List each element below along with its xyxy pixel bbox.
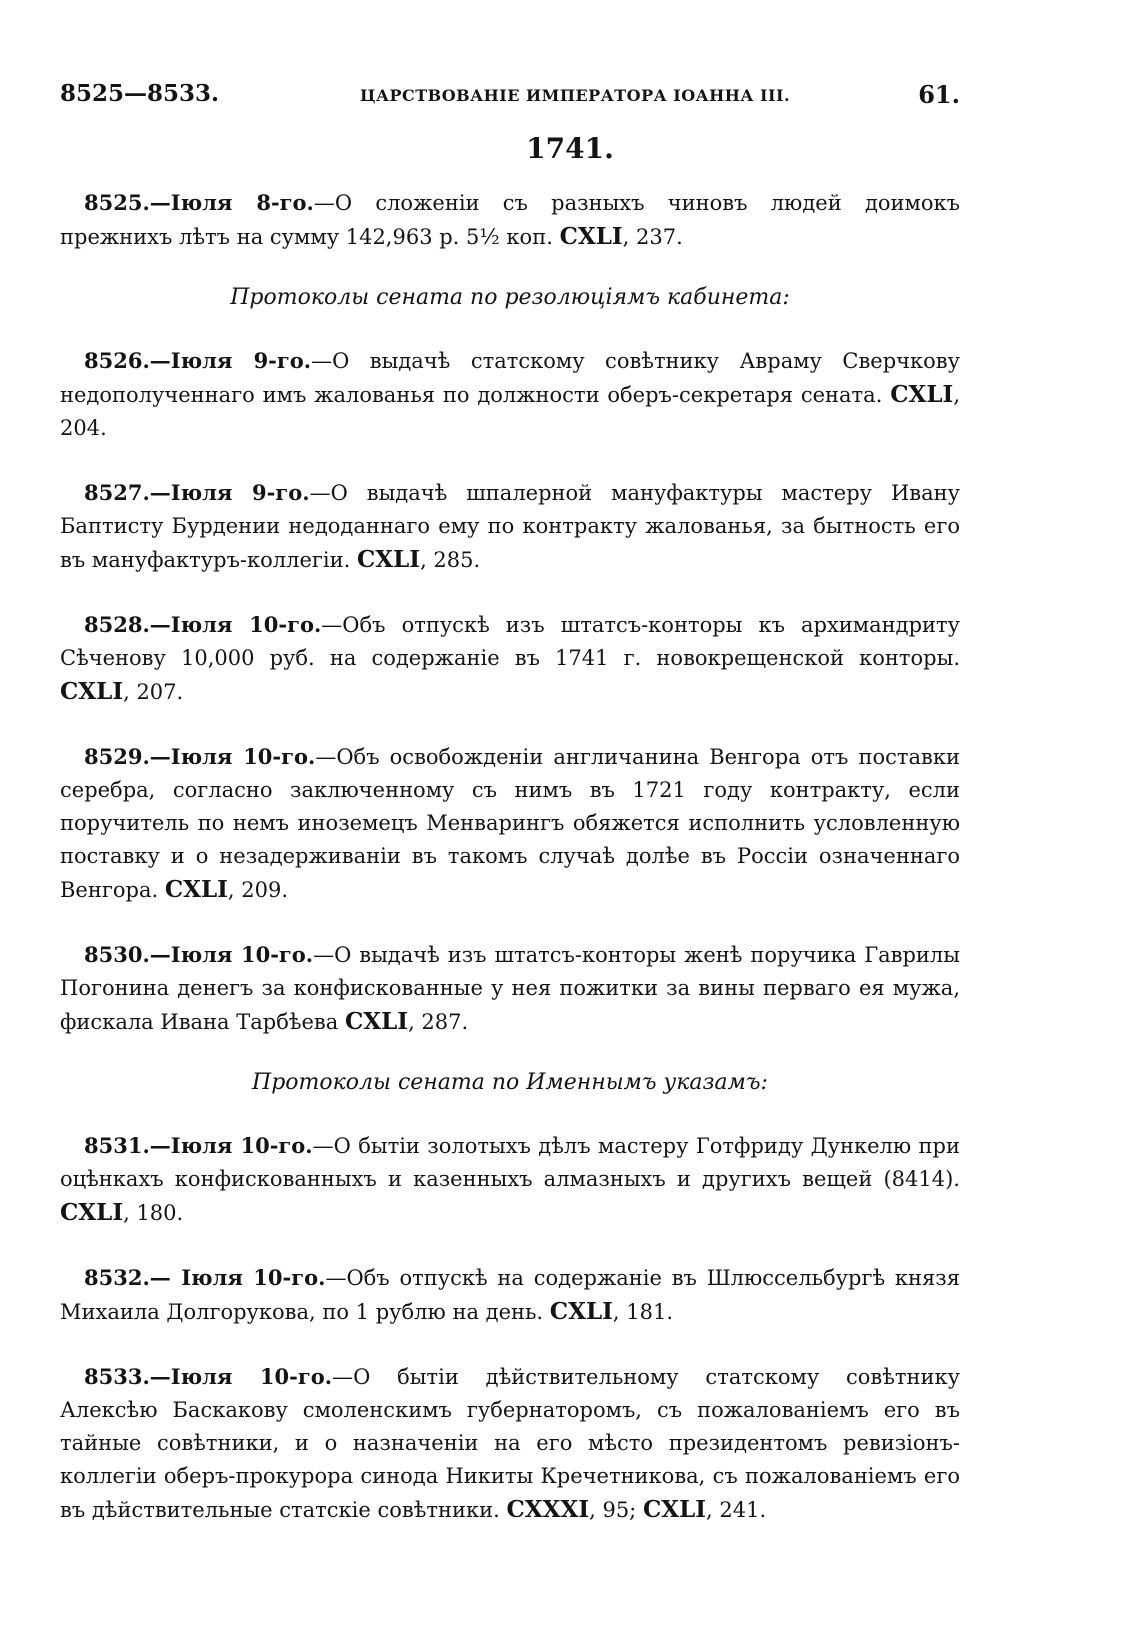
entry-range: 8525—8533. [60,80,220,107]
entry-ref-2: CXLI [642,1496,707,1523]
entry-text: —Объ отпускѣ изъ штатсъ-конторы къ архимандриту Сѣченову 10,000 руб. на содержаніе въ 1741 г. новокрещенской конторы. [60,613,960,670]
entry-8533 [60,1360,960,1527]
running-title: ЦАРСТВОВАНІЕ ИМПЕРАТОРА ІОАННА III. [360,86,791,105]
entry-ref: CXLI [164,876,228,903]
entry-ref: CXLI [60,678,124,705]
entry-date: —Іюля 10-го. [149,612,322,637]
entry-number: 8526. [84,348,150,373]
entry-ref: CXLI [890,381,954,408]
entry-number: 8527. [84,480,150,505]
entry-8532 [60,1261,960,1329]
section-heading-personal-decrees: Протоколы сената по Именнымъ указамъ: [252,1070,768,1095]
year-heading: 1741. [526,132,614,165]
entry-page: , 209. [227,878,289,902]
entry-text: —О сложеніи съ разныхъ чиновъ людей доимокъ прежнихъ лѣтъ на сумму 142,963 р. 5½ коп. [60,191,960,249]
entry-8525 [60,186,960,254]
entry-ref: CXLI [344,1008,409,1035]
entry-date: —Іюля 9-го. [149,348,312,373]
entry-8527 [60,476,960,577]
entry-page: , 287. [408,1010,469,1034]
entry-number: 8528. [84,612,150,637]
entry-date: —Іюля 10-го. [149,744,316,769]
entry-page: , 285. [420,548,481,572]
entry-number: 8532. [84,1265,150,1290]
entry-page-2: , 241. [706,1498,767,1522]
entry-text: —О бытіи золотыхъ дѣлъ мастеру Готфриду Дункелю при оцѣнкахъ конфискованныхъ и казенныхъ алмазныхъ и другихъ вещей (8414). [60,1134,960,1191]
entry-date: —Іюля 10-го. [149,1133,313,1158]
entry-text: —О выдачѣ шпалерной мануфактуры мастеру Ивану Баптисту Бурдении недоданнаго ему по контракту жалованья, за бытность его въ мануфактуръ-коллегіи. [60,481,960,572]
entry-date: —Іюля 9-го. [149,480,310,505]
entry-number: 8529. [84,744,150,769]
entry-ref: CXXXI [506,1496,590,1523]
entry-date: —Іюля 10-го. [149,942,314,967]
entry-8531 [60,1129,960,1230]
entry-page: , 207. [123,680,184,704]
entry-date: —Іюля 10-го. [149,1364,333,1389]
entry-page: , 204. [60,383,960,440]
entry-date: — Іюля 10-го. [149,1265,326,1290]
entry-8528 [60,608,960,709]
entry-page: , 237. [622,225,683,249]
entry-page: , 95; [589,1498,643,1522]
entry-date: —Іюля 8-го. [149,190,314,215]
entry-number: 8530. [84,942,150,967]
entry-number: 8533. [84,1364,150,1389]
entry-page: , 180. [123,1201,184,1225]
entry-ref: CXLI [60,1199,124,1226]
entry-page: , 181. [612,1300,673,1324]
entry-8529 [60,740,960,907]
entry-ref: CXLI [549,1298,613,1325]
entry-ref: CXLI [559,223,623,250]
entry-text: —Объ освобожденіи англичанина Венгора отъ поставки серебра, согласно заключенному съ нимъ въ 1721 году контракту, если поручитель по немъ иноземецъ Менварингъ обяжется исполнить условленную поставку и о незадерживаніи въ такомъ случаѣ долѣе въ Россіи означеннаго Венгора. [60,745,960,902]
section-heading-cabinet: Протоколы сената по резолюціямъ кабинета: [230,285,790,310]
entry-ref: CXLI [356,546,421,573]
document-body [60,186,960,1558]
page-number: 61. [918,80,960,109]
entry-text: —О выдачѣ статскому совѣтнику Авраму Сверчкову недополученнаго имъ жалованья по должности оберъ-секретаря сената. [60,349,960,407]
entry-text: —О выдачѣ изъ штатсъ-конторы женѣ поручика Гаврилы Погонина денегъ за конфискованные у нея пожитки за вины перваго ея мужа, фискала Ивана Тарбѣева [60,943,960,1034]
entry-8530 [60,938,960,1039]
running-header [60,80,960,120]
entry-number: 8525. [84,190,150,215]
entry-text: —О бытіи дѣйствительному статскому совѣтнику Алексѣю Баскакову смоленскимъ губернаторомъ, съ пожалованіемъ его въ тайные совѣтники, и о назначеніи на его мѣсто президентомъ ревизіонъ-коллегіи оберъ-прокурора синода Никиты Кречетникова, съ пожалованіемъ его въ дѣйствительные статскіе совѣтники. [60,1365,960,1522]
entry-8526 [60,344,960,445]
entry-text: —Объ отпускѣ на содержаніе въ Шлюссельбургѣ князя Михаила Долгорукова, по 1 рублю на день. [60,1266,960,1324]
entry-number: 8531. [84,1133,150,1158]
